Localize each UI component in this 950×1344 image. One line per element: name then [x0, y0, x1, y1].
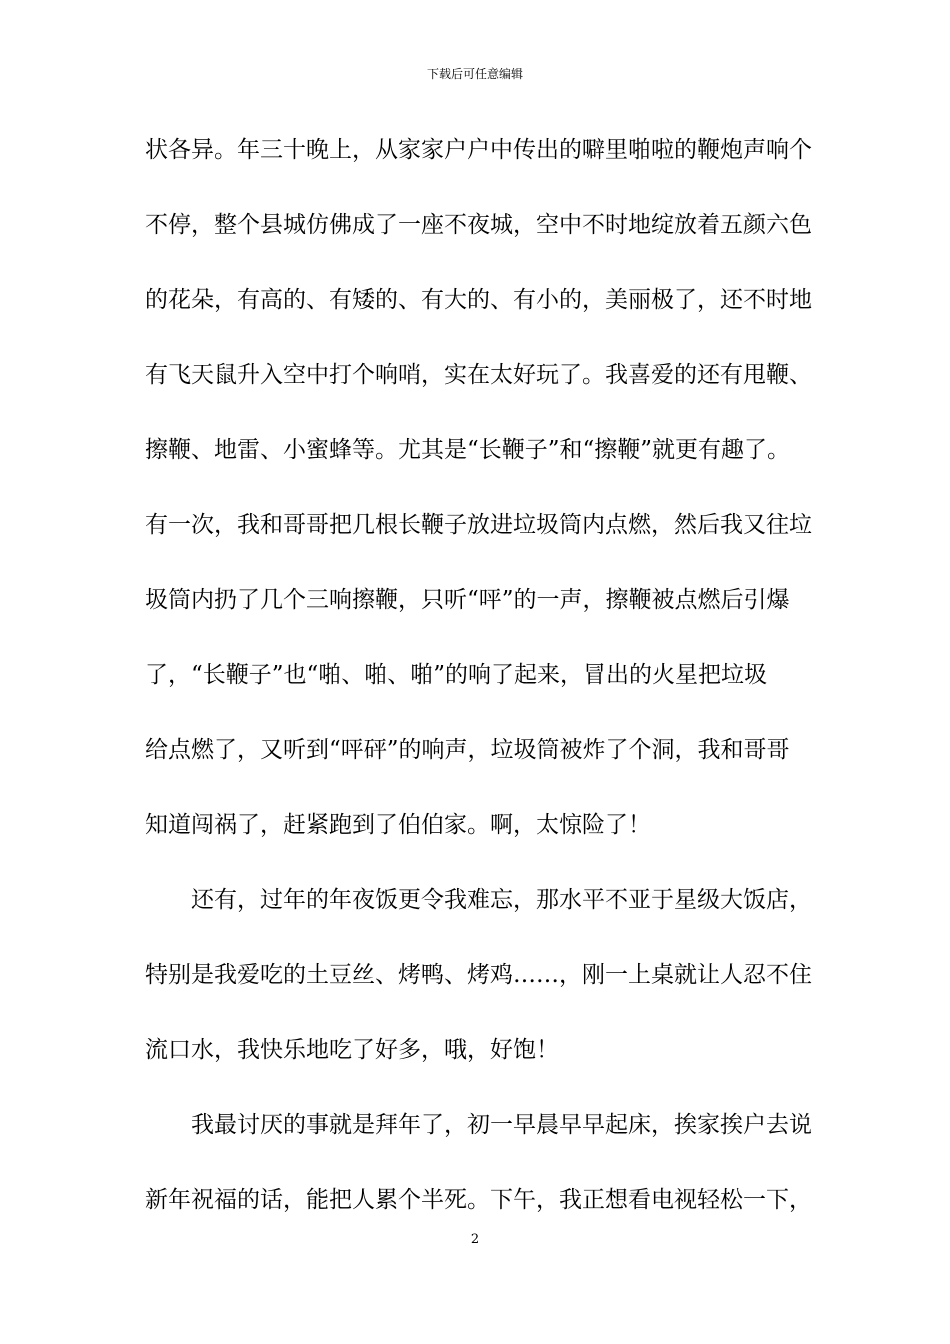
text-line: 有飞天鼠升入空中打个响哨，实在太好玩了。我喜爱的还有甩鞭、: [145, 362, 812, 388]
page-header: 下载后可任意编辑: [426, 67, 523, 81]
text-line: 还有，过年的年夜饭更令我难忘，那水平不亚于星级大饭店，: [191, 887, 812, 913]
text-line: 不停，整个县城仿佛成了一座不夜城，空中不时地绽放着五颜六色: [145, 212, 812, 238]
text-line: 的花朵，有高的、有矮的、有大的、有小的，美丽极了，还不时地: [145, 287, 812, 313]
text-line: 流口水，我快乐地吃了好多，哦，好饱！: [145, 1037, 559, 1063]
text-line: 有一次，我和哥哥把几根长鞭子放进垃圾筒内点燃，然后我又往垃: [145, 512, 812, 538]
text-line: 状各异。年三十晚上，从家家户户中传出的噼里啪啦的鞭炮声响个: [145, 137, 812, 163]
page-number: 2: [470, 1232, 480, 1247]
text-line: 我最讨厌的事就是拜年了，初一早晨早早起床，挨家挨户去说: [191, 1112, 812, 1138]
text-line: 特别是我爱吃的土豆丝、烤鸭、烤鸡……，刚一上桌就让人忍不住: [145, 962, 812, 988]
text-line: 了，“长鞭子”也“啪、啪、啪”的响了起来，冒出的火星把垃圾: [145, 662, 768, 688]
text-line: 给点燃了，又听到“呯砰”的响声，垃圾筒被炸了个洞，我和哥哥: [145, 737, 790, 763]
text-line: 擦鞭、地雷、小蜜蜂等。尤其是“长鞭子”和“擦鞭”就更有趣了。: [145, 437, 791, 463]
text-line: 新年祝福的话，能把人累个半死。下午，我正想看电视轻松一下，: [145, 1187, 812, 1213]
text-line: 圾筒内扔了几个三响擦鞭，只听“呯”的一声，擦鞭被点燃后引爆: [145, 587, 790, 613]
text-line: 知道闯祸了，赶紧跑到了伯伯家。啊，太惊险了！: [145, 812, 651, 838]
